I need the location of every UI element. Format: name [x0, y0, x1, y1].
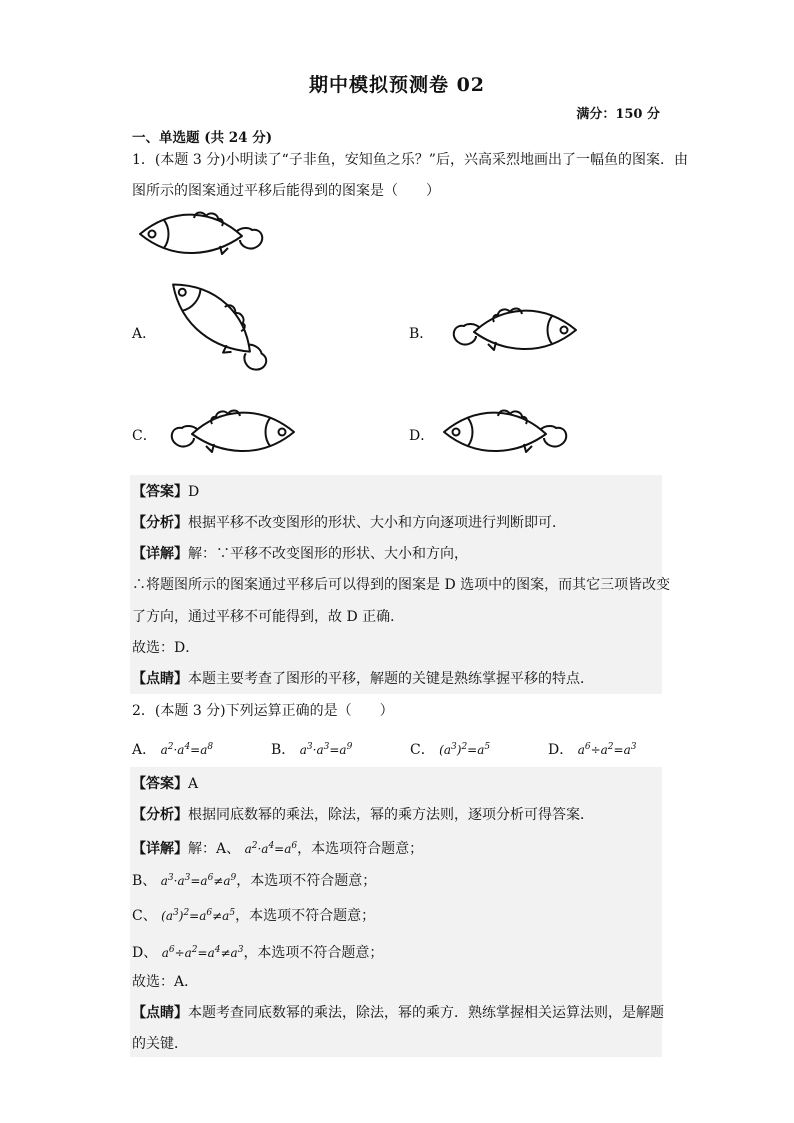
q2-option-d: D． $a^6\div a^2=a^3$ — [548, 742, 637, 758]
q2-answer: 【答案】A — [132, 776, 199, 792]
q2-detail-d: D、 $a^6\div a^2=a^4\ne a^3$，本选项不符合题意； — [132, 945, 384, 961]
q2-stem: 2．(本题 3 分)下列运算正确的是（ ） — [132, 703, 394, 719]
q1-option-b-label: B． — [409, 326, 434, 342]
q1-comment: 【点睛】本题主要考查了图形的平移，解题的关键是熟练掌握平移的特点． — [132, 671, 594, 687]
q2-analysis: 【分析】根据同底数幂的乘法，除法，幂的乘方法则，逐项分析可得答案． — [132, 807, 594, 823]
q1-choice: 故选：D． — [132, 640, 200, 656]
fish-option-d-figure — [438, 402, 580, 462]
q2-comment-1: 【点睛】本题考查同底数幂的乘法，除法，幂的乘方．熟练掌握相关运算法则，是解题 — [132, 1005, 664, 1021]
q2-detail-c: C、 $(a^3)^2=a^6\ne a^5$，本选项不符合题意； — [132, 908, 376, 924]
fish-original-figure — [134, 206, 266, 266]
q1-stem-line1: 1．(本题 3 分)小明读了“子非鱼，安知鱼之乐？”后，兴高采烈地画出了一幅鱼的图案．由 — [132, 152, 688, 168]
q1-detail-1: 【详解】解：∵平移不改变图形的形状、大小和方向， — [132, 546, 468, 562]
q1-option-a-label: A． — [132, 326, 157, 342]
q2-detail-b: B、 $a^3\cdot a^3=a^6\ne a^9$，本选项不符合题意； — [132, 873, 377, 889]
section-heading: 一、单选题 (共 24 分) — [132, 130, 273, 146]
q1-detail-3: 了方向，通过平移不可能得到，故 D 正确． — [132, 609, 405, 625]
q1-answer: 【答案】D — [132, 484, 200, 500]
q2-choice: 故选：A． — [132, 974, 199, 990]
fish-option-c-figure — [158, 402, 300, 462]
page-title: 期中模拟预测卷 02 — [308, 74, 486, 96]
fish-option-a-figure — [150, 280, 280, 380]
q2-detail-a: 【详解】解：A、 $a^2\cdot a^4=a^6$，本选项符合题意； — [132, 841, 424, 857]
q1-stem-line2: 图所示的图案通过平移后能得到的图案是（ ） — [132, 183, 440, 199]
q1-detail-2: ∴将题图所示的图案通过平移后可以得到的图案是 D 选项中的图案，而其它三项皆改变 — [132, 577, 671, 593]
q2-option-a: A． $a^2\cdot a^4=a^8$ — [132, 742, 214, 758]
q2-comment-2: 的关键． — [132, 1036, 188, 1052]
q2-option-b: B． $a^3\cdot a^3=a^9$ — [271, 742, 353, 758]
q1-analysis: 【分析】根据平移不改变图形的形状、大小和方向逐项进行判断即可． — [132, 515, 566, 531]
q1-option-d-label: D． — [409, 428, 435, 444]
fish-option-b-figure — [440, 300, 582, 360]
full-score: 满分：150 分 — [576, 107, 660, 122]
q2-option-c: C． $(a^3)^2=a^5$ — [410, 742, 491, 758]
q1-option-c-label: C． — [132, 428, 157, 444]
